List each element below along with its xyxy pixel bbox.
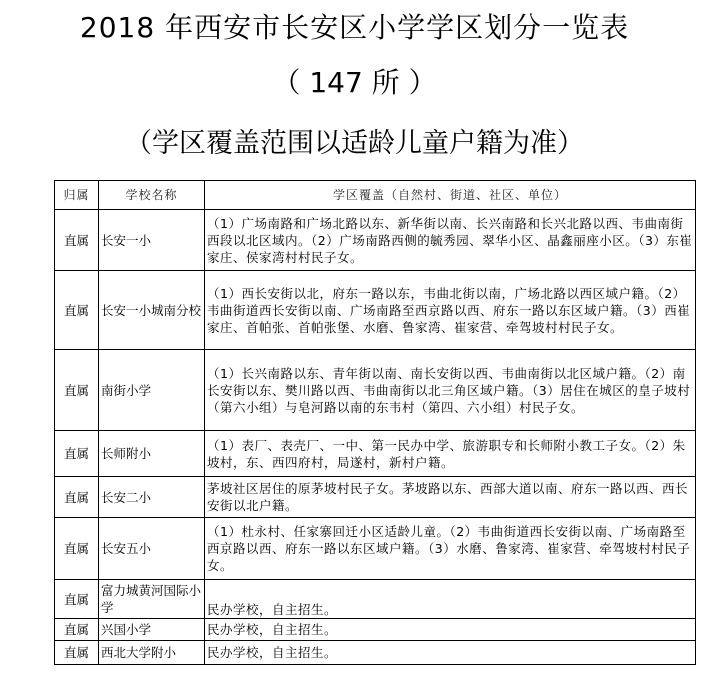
coverage-cell: （1）表厂、表壳厂、一中、第一民办中学、旅游职专和长师附小教工子女。（2）朱坡村，东、西四府村，局遂村，新村户籍。 (205, 431, 696, 477)
school-name-cell: 长安一小 (99, 210, 205, 271)
table-row (55, 350, 696, 431)
page-subtitle: （学区覆盖范围以适龄儿童户籍为准） (125, 128, 584, 159)
table-row (55, 477, 696, 518)
school-name-cell: 兴国小学 (99, 619, 205, 641)
affiliation-cell: 直属 (55, 431, 99, 477)
school-name-cell: 长安二小 (99, 477, 205, 518)
school-name-cell: 长师附小 (99, 431, 205, 477)
coverage-cell: 民办学校，自主招生。 (205, 619, 696, 641)
affiliation-cell: 直属 (55, 518, 99, 580)
coverage-cell: 民办学校，自主招生。 (205, 580, 696, 619)
table-row (55, 271, 696, 350)
affiliation-cell: 直属 (55, 271, 99, 350)
table-row (55, 210, 696, 271)
table-row (55, 619, 696, 641)
affiliation-cell: 直属 (55, 619, 99, 641)
coverage-cell: （1）广场南路和广场北路以东、新华街以南、长兴南路和长兴北路以西、韦曲南街西段以北区域内。（2）广场南路西侧的毓秀园、翠华小区、晶鑫丽座小区。（3）东崔家庄、侯家湾村村民子女。 (205, 210, 696, 271)
col-header-school: 学校名称 (99, 181, 205, 210)
coverage-cell: 茅坡社区居住的原茅坡村民子女。茅坡路以东、西部大道以南、府东一路以西、西长安街以北户籍。 (205, 477, 696, 518)
header-row (55, 181, 696, 210)
affiliation-cell: 直属 (55, 580, 99, 619)
affiliation-cell: 直属 (55, 641, 99, 665)
district-table (54, 180, 696, 665)
col-header-affiliation: 归属 (55, 181, 99, 210)
school-name-cell: 长安五小 (99, 518, 205, 580)
page-title: 2018 年西安市长安区小学学区划分一览表 (79, 11, 630, 44)
school-name-cell: 富力城黄河国际小学 (99, 580, 205, 619)
coverage-cell: （1）西长安街以北，府东一路以东，韦曲北街以南，广场北路以西区域户籍。（2）韦曲街道西长安街以南、广场南路至西京路以西、府东一路以东区域户籍。（3）西崔家庄、首帕张、首帕张堡、水磨、鲁家湾、崔家营、牵驾坡村村民子女。 (205, 271, 696, 350)
school-name-cell: 长安一小城南分校 (99, 271, 205, 350)
affiliation-cell: 直属 (55, 210, 99, 271)
table-row (55, 518, 696, 580)
coverage-cell: （1）长兴南路以东、青年街以南、南长安街以西、韦曲南街以北区域户籍。（2）南长安街以东、樊川路以西、韦曲南街以北三角区域户籍。（3）居住在城区的皇子坡村（第六小组）与皂河路以南的东韦村（第四、六小组）村民子女。 (205, 350, 696, 431)
affiliation-cell: 直属 (55, 350, 99, 431)
school-name-cell: 南街小学 (99, 350, 205, 431)
table-row (55, 641, 696, 665)
table-row (55, 431, 696, 477)
coverage-cell: （1）杜永村、任家寨回迁小区适龄儿童。（2）韦曲街道西长安街以南、广场南路至西京路以西、府东一路以东区域户籍。（3）水磨、鲁家湾、崔家营、牵驾坡村村民子女。 (205, 518, 696, 580)
col-header-coverage: 学区覆盖（自然村、街道、社区、单位） (205, 181, 696, 210)
table-row (55, 580, 696, 619)
school-name-cell: 西北大学附小 (99, 641, 205, 665)
coverage-cell: 民办学校，自主招生。 (205, 641, 696, 665)
school-count: （ 147 所 ） (272, 66, 437, 99)
affiliation-cell: 直属 (55, 477, 99, 518)
